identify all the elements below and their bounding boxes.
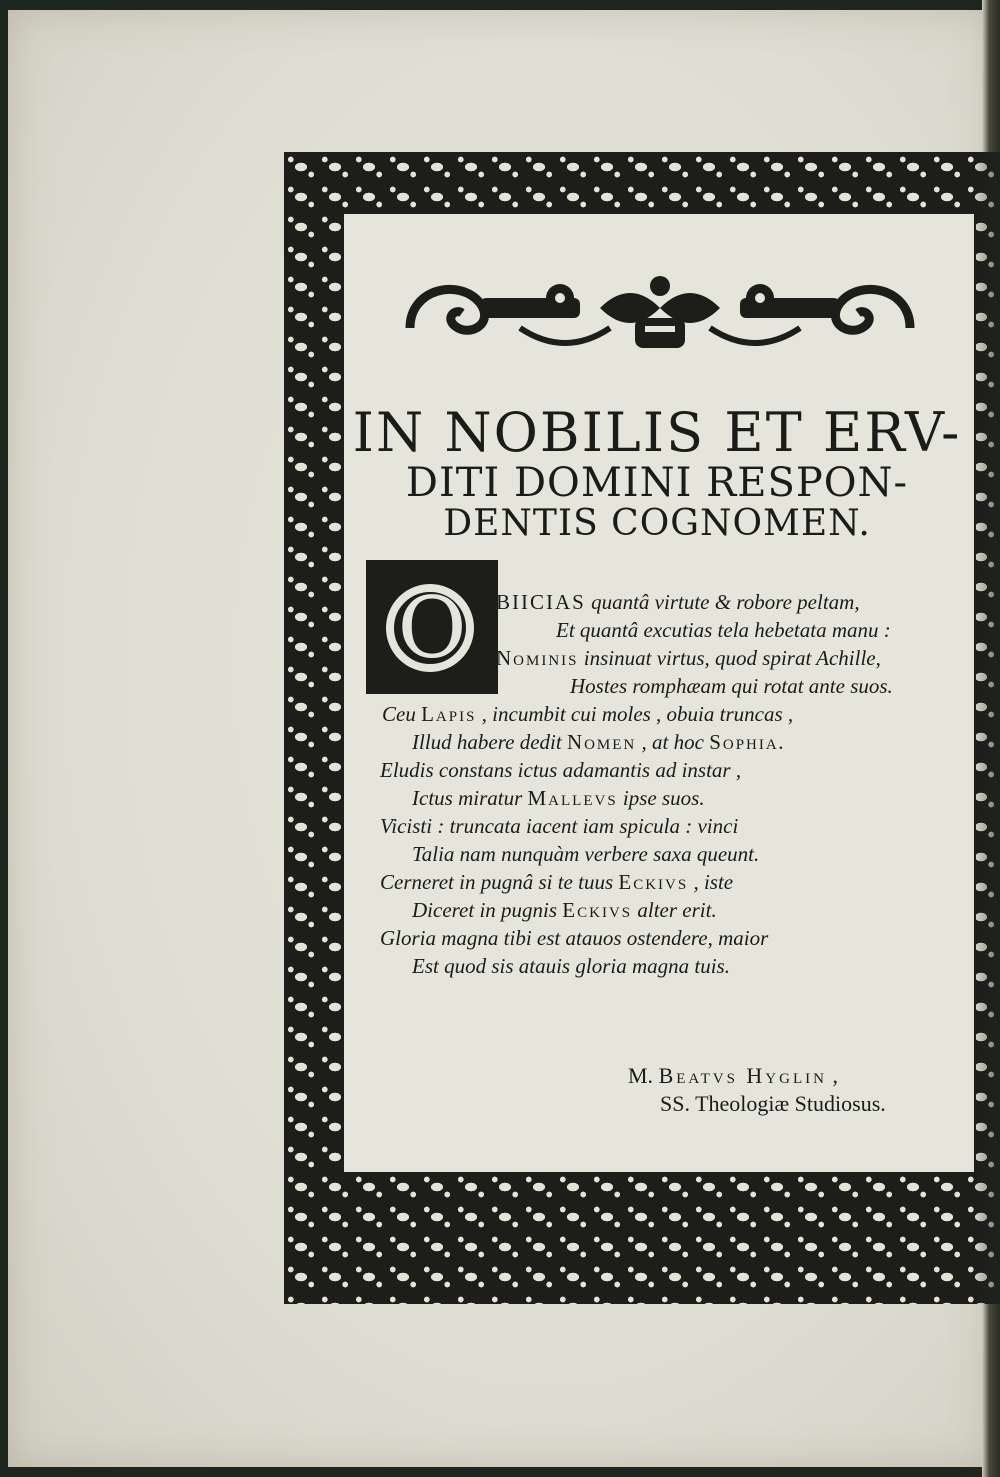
poem-text: Vicisti : truncata iacent iam spicula : vinci bbox=[380, 814, 739, 838]
poem-line bbox=[380, 812, 738, 840]
signature-line-1 bbox=[628, 1062, 838, 1090]
poem-line bbox=[412, 952, 730, 980]
poem-line bbox=[380, 868, 733, 896]
poem-text: Ceu bbox=[382, 702, 422, 726]
decorated-initial bbox=[366, 560, 498, 694]
poem-line bbox=[496, 644, 881, 672]
title-line-1: IN NOBILIS ET ERV- bbox=[352, 401, 962, 464]
poem-line bbox=[412, 896, 717, 924]
poem-text: , incumbit cui moles , obuia truncas , bbox=[476, 702, 794, 726]
small-caps-word: BIICIAS bbox=[496, 590, 586, 614]
poem-text: Diceret in pugnis bbox=[412, 898, 563, 922]
small-caps-word: Eckivs bbox=[562, 898, 633, 922]
poem-text: quantâ virtute & robore peltam, bbox=[585, 590, 860, 614]
page-title bbox=[352, 401, 962, 544]
title-line-3: DENTIS COGNOMEN. bbox=[443, 503, 871, 544]
poem-text: Illud habere dedit bbox=[412, 730, 567, 754]
poem-line bbox=[382, 700, 793, 728]
poem-text: Cerneret in pugnâ si te tuus bbox=[380, 870, 619, 894]
initial-letter: O bbox=[397, 579, 467, 677]
poem-text: Hostes romphæam qui rotat ante suos. bbox=[570, 674, 893, 698]
page-edge-shadow bbox=[972, 152, 1000, 1304]
poem-line bbox=[570, 672, 893, 700]
poem-line bbox=[380, 756, 741, 784]
poem-text: Et quantâ excutias tela hebetata manu : bbox=[556, 618, 891, 642]
small-caps-word: Mallevs bbox=[527, 786, 618, 810]
signature-prefix: M. bbox=[628, 1063, 659, 1088]
small-caps-word: Lapis bbox=[421, 702, 477, 726]
signature-name: Beatvs Hyglin bbox=[658, 1063, 827, 1088]
small-caps-word: Nomen bbox=[566, 730, 637, 754]
poem-text: ipse suos. bbox=[617, 786, 705, 810]
poem-text: . bbox=[778, 730, 784, 754]
poem-line bbox=[412, 784, 705, 812]
poem-text: alter erit. bbox=[632, 898, 717, 922]
signature-line-2: SS. Theologiæ Studiosus. bbox=[660, 1091, 886, 1116]
small-caps-word: Nominis bbox=[496, 646, 579, 670]
small-caps-word: Sophia bbox=[709, 730, 779, 754]
title-line-2: DITI DOMINI RESPON- bbox=[405, 460, 909, 506]
poem-line bbox=[412, 728, 784, 756]
poem-line bbox=[496, 588, 860, 616]
ornamental-headpiece bbox=[400, 268, 920, 356]
poem-text: Talia nam nunquàm verbere saxa queunt. bbox=[412, 842, 760, 866]
poem-line bbox=[412, 840, 759, 868]
poem-text: insinuat virtus, quod spirat Achille, bbox=[578, 646, 881, 670]
poem-line bbox=[380, 924, 768, 952]
small-caps-word: Eckivs bbox=[618, 870, 689, 894]
poem-text: Ictus miratur bbox=[412, 786, 528, 810]
poem-text: , at hoc bbox=[636, 730, 710, 754]
poem-text: Est quod sis atauis gloria magna tuis. bbox=[412, 954, 730, 978]
poem-text: , iste bbox=[688, 870, 734, 894]
poem-text: Gloria magna tibi est atauos ostendere, maior bbox=[380, 926, 769, 950]
poem-text: Eludis constans ictus adamantis ad instar , bbox=[380, 758, 742, 782]
signature-suffix: , bbox=[826, 1063, 838, 1088]
poem-line bbox=[556, 616, 891, 644]
